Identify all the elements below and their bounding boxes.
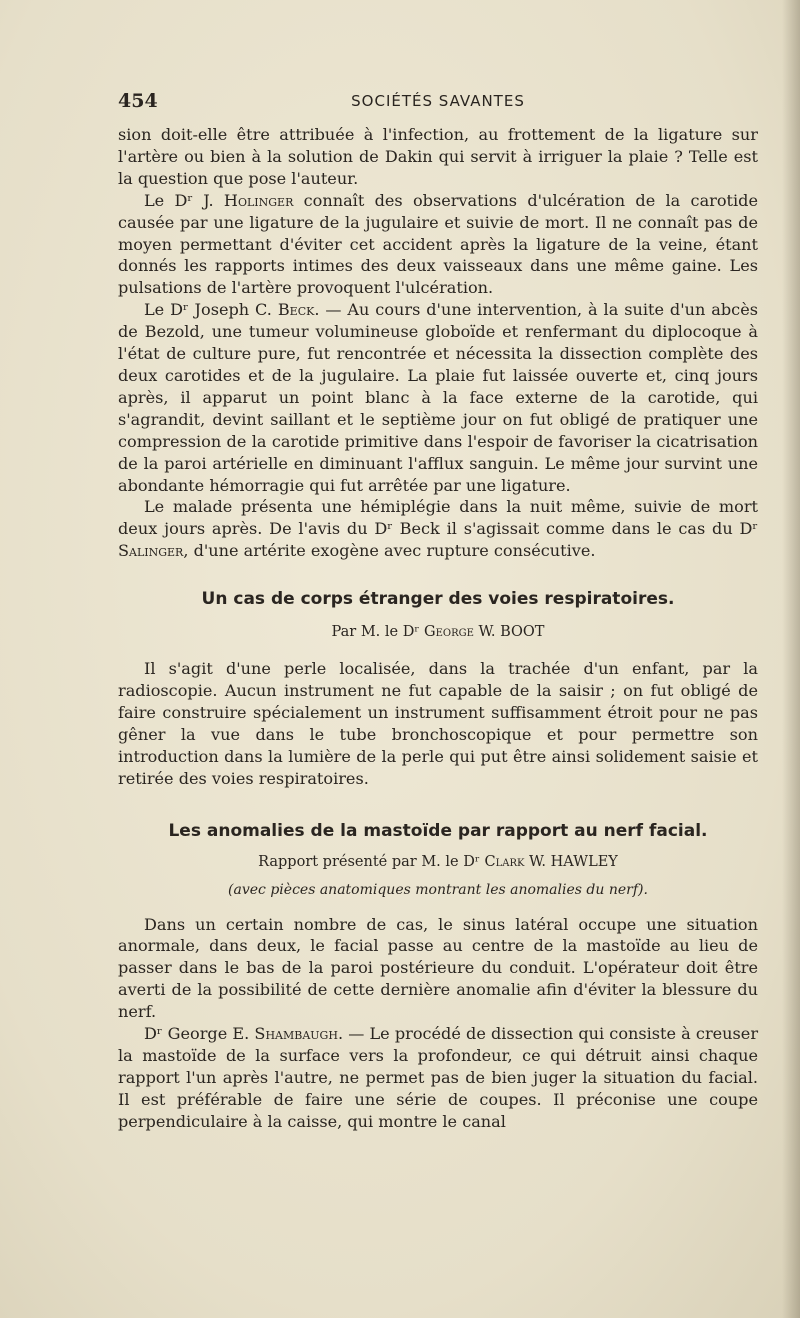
author-name-holinger: Holinger	[223, 190, 294, 210]
paragraph-text: . — Le procédé de dissection qui consiste à creuser la mastoïde de la surface vers la profondeur, ce qui détruit ainsi chaque rapport l'un après l'autre, ne permet pas de bien juger la situation du facial. Il est préférable de faire une série de coupes. Il préconise une coupe perpendiculaire à la caisse, qui montre le canal	[118, 1024, 759, 1131]
section-title-foreign-body: Un cas de corps étranger des voies respiratoires.	[201, 589, 675, 610]
paragraph-anomalies: Dans un certain nombre de cas, le sinus latéral occupe une situation anormale, dans deux, le facial passe au centre de la mastoïde au lieu de passer dans le bas de la paroi postérieure du conduit. L'opérateur doit être averti de la possibilité de cette dernière anomalie afin d'éviter la blessure du nerf.	[118, 914, 758, 1022]
byline-note: (avec pièces anatomiques montrant les anomalies du nerf).	[228, 881, 648, 898]
paragraph-prefix: Le malade présenta une hémiplégie dans la nuit même, suivie de mort deux jours après. De l'avis du Dʳ Beck il s'agissait comme dans le cas du Dʳ	[118, 497, 758, 539]
page-edge-shadow	[782, 0, 800, 1318]
paragraph-prefix: Le Dʳ Joseph C.	[144, 300, 278, 320]
author-name-salinger: Salinger	[118, 541, 184, 561]
paragraph-pearl: Il s'agit d'une perle localisée, dans la trachée d'un enfant, par la radioscopie. Aucun instrument ne fut capable de la saisir ; on fut obligé de faire construire spécialement un instrument suffisamment étroit pour ne pas gêner la vue dans le tube bronchoscopique et pour permettre son introduction dans la lumière de la perle qui put être ainsi solidement saisie et retirée des voies respiratoires.	[118, 659, 758, 788]
author-name-beck: Beck	[277, 300, 315, 320]
paragraph-text: , d'une artérite exogène avec rupture consécutive.	[183, 541, 596, 561]
byline-suffix: W. HAWLEY	[524, 853, 618, 870]
author-name-clark: Clark	[484, 853, 525, 870]
author-name-george: George	[423, 624, 474, 641]
author-name-shambaugh: Shambaugh	[254, 1024, 338, 1044]
paragraph-text: . — Au cours d'une intervention, à la suite d'un abcès de Bezold, une tumeur volumineuse globoïde et renfermant du diplocoque à l'état de culture pure, fut rencontrée et nécessita la dissection complète des deux carotides et de la jugulaire. La plaie fut laissée ouverte et, cinq jours après, il apparut un point blanc à la face externe de la carotide, qui s'agrandit, devint saillant et le septième jour on fut obligé de pratiquer une compression de la carotide primitive dans l'espoir de favoriser la cicatrisation de la paroi artérielle en diminuant l'afflux sanguin. Le même jour survint une abondante hémorragie qui fut arrêtée par une ligature.	[118, 300, 758, 495]
paragraph-beck	[118, 299, 758, 496]
page-body	[118, 124, 758, 1133]
byline-prefix: Rapport présenté par M. le Dʳ	[258, 853, 485, 870]
byline-boot	[118, 622, 758, 642]
paragraph-holinger	[118, 190, 758, 300]
paragraph-continuation: sion doit-elle être attribuée à l'infection, au frottement de la ligature sur l'artère ou bien à la solution de Dakin qui servit à irriguer la plaie ? Telle est la question que pose l'auteur.	[118, 125, 758, 188]
paragraph-prefix: Dʳ George E.	[144, 1024, 255, 1044]
page-number: 454	[118, 90, 158, 112]
paragraph-shambaugh	[118, 1023, 758, 1133]
byline-suffix: W. BOOT	[473, 624, 545, 641]
paragraph-text: connaît des observations d'ulcération de la carotide causée par une ligature de la jugulaire et suivie de mort. Il ne connaît pas de moyen permettant d'éviter cet accident après la ligature de la veine, étant donnés les rapports intimes des deux vaisseaux dans une même gaine. Les pulsations de l'artère provoquent l'ulcération.	[118, 190, 758, 298]
byline-prefix: Par M. le Dʳ	[331, 624, 424, 641]
running-head	[118, 90, 758, 114]
paragraph-prefix: Le Dʳ J.	[144, 190, 224, 210]
section-title-mastoid: Les anomalies de la mastoïde par rapport au nerf facial.	[168, 820, 708, 841]
running-title: SOCIÉTÉS SAVANTES	[351, 92, 525, 110]
paragraph-outcome	[118, 496, 758, 562]
byline-hawley	[118, 852, 758, 872]
